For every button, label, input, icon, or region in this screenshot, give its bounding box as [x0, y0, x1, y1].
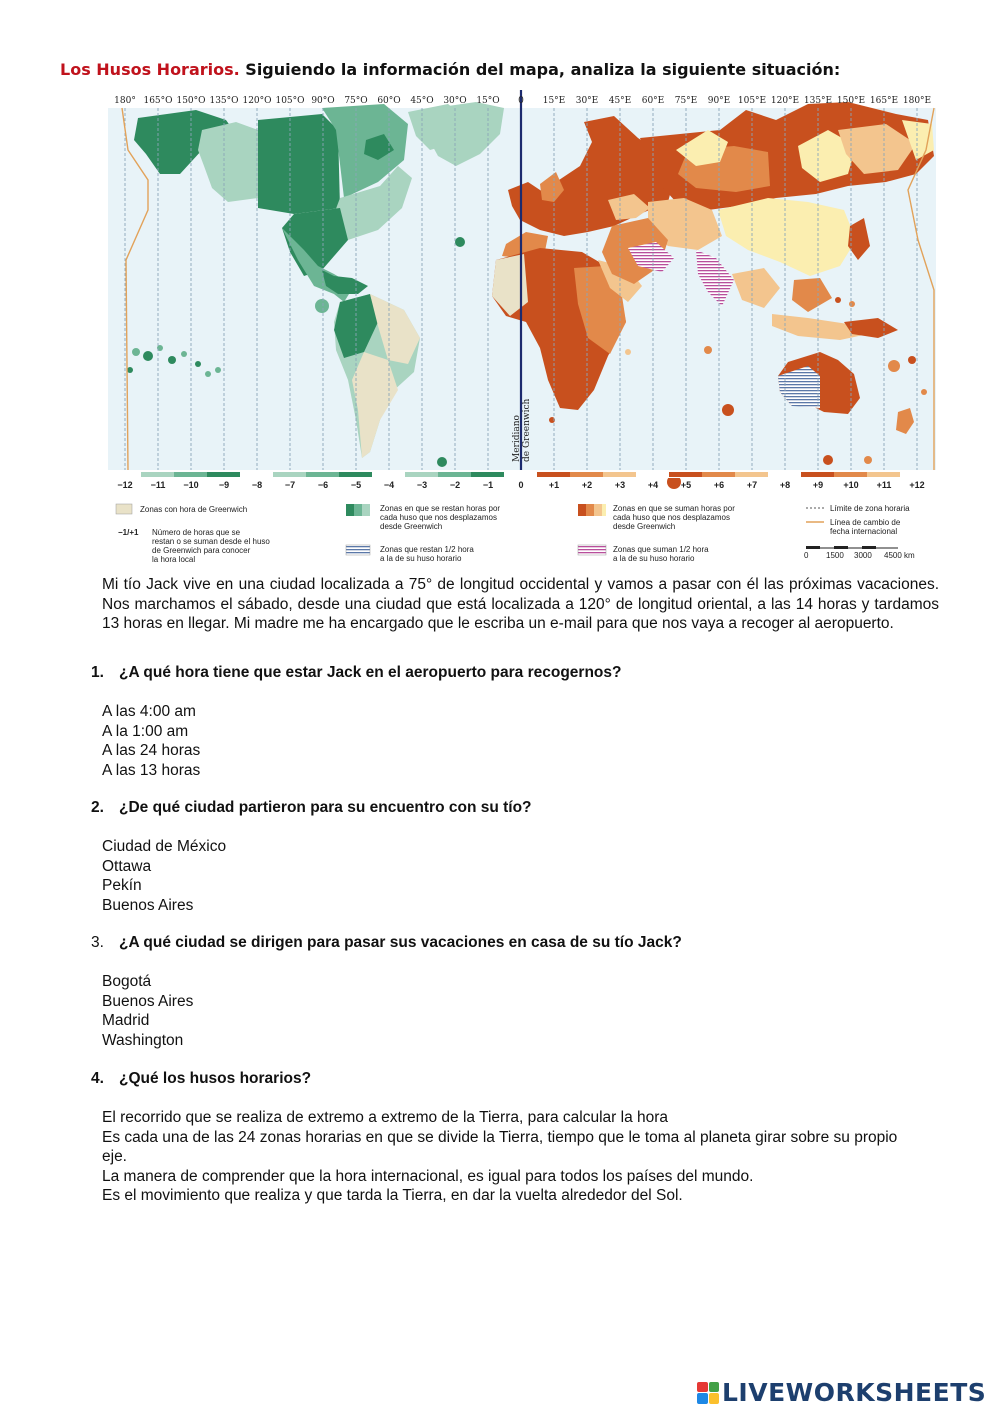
- zone-number: −5: [350, 480, 362, 490]
- answer-option[interactable]: A las 13 horas: [102, 761, 201, 779]
- legend-swatch-subtract: [346, 504, 354, 516]
- question-2: [91, 799, 532, 817]
- zone-number: −10: [183, 480, 199, 490]
- meridian-label: Meridiano: [512, 415, 522, 462]
- longitude-labels: [114, 96, 931, 106]
- zone-number: −7: [284, 480, 296, 490]
- answer-option[interactable]: Buenos Aires: [102, 896, 194, 914]
- answer-option[interactable]: El recorrido que se realiza de extremo a extremo de la Tierra, para calcular la hora: [102, 1109, 669, 1126]
- lon-label: 90°E: [707, 96, 731, 106]
- answer-option[interactable]: Madrid: [102, 1012, 150, 1029]
- watermark-text: LIVEWORKSHEETS: [722, 1378, 987, 1407]
- scale-label: 0: [804, 551, 809, 560]
- legend-swatch-greenwich: [116, 504, 132, 514]
- lon-label: 165°O: [143, 96, 173, 106]
- lon-label: 45°O: [410, 96, 434, 106]
- question-text: ¿A qué hora tiene que estar Jack en el aeropuerto para recogernos?: [119, 664, 622, 681]
- answer-option[interactable]: Buenos Aires: [102, 992, 194, 1010]
- legend-swatch-add-half: [578, 545, 606, 555]
- liveworksheets-watermark: [697, 1378, 986, 1407]
- zone-number: −8: [251, 480, 263, 490]
- legend-number-key: −1/+1: [118, 528, 139, 537]
- zone-number: −4: [383, 480, 395, 490]
- zone-number: −11: [150, 480, 166, 490]
- question-number: 3.: [91, 934, 104, 951]
- scale-label: 3000: [854, 551, 872, 560]
- scale-label: 4500 km: [884, 551, 915, 560]
- answer-option[interactable]: La manera de comprender que la hora internacional, es igual para todos los países del mundo.: [102, 1167, 754, 1185]
- lon-label: 120°E: [770, 96, 800, 106]
- scale-label: 1500: [826, 551, 844, 560]
- zone-number: +3: [614, 480, 626, 490]
- lon-label: 75°O: [344, 96, 368, 106]
- lon-label: 135°E: [803, 96, 833, 106]
- meridian-label-2: de Greenwich: [522, 398, 532, 462]
- situation-paragraph: Mi tío Jack vive en una ciudad localizada a 75° de longitud occidental y vamos a pasar con él las próximas vacaciones. Nos marchamos el sábado, desde una ciudad que está localizada a 120° de longitud oriental, a las 14 horas y tardamos 13 horas en llegar. Mi madre me ha encargado que le escriba un e-mail para que nos vaya a recoger al aeropuerto.: [102, 576, 939, 632]
- lon-label: 75°E: [674, 96, 698, 106]
- zone-number: −9: [218, 480, 230, 490]
- zone-numbers: [117, 480, 924, 490]
- worksheet-title: [60, 60, 840, 79]
- zone-number: +9: [812, 480, 824, 490]
- liveworksheets-logo-icon: [697, 1382, 719, 1404]
- legend-add: Zonas en que se suman horas por: [613, 504, 735, 513]
- legend-subtract-half: a la de su huso horario: [380, 554, 462, 563]
- zone-number: +5: [680, 480, 692, 490]
- answer-option[interactable]: Es cada una de las 24 zonas horarias en que se divide la Tierra, tiempo que le toma al planeta girar sobre su propio eje.: [102, 1128, 898, 1165]
- zone-number: +8: [779, 480, 791, 490]
- legend-number-text: de Greenwich para conocer: [152, 546, 251, 555]
- lon-label: 180°E: [902, 96, 932, 106]
- legend-subtract: cada huso que nos desplazamos: [380, 513, 497, 522]
- answer-option[interactable]: A las 4:00 am: [102, 703, 196, 720]
- lon-label: 15°O: [476, 96, 500, 106]
- answer-option[interactable]: A las 24 horas: [102, 742, 201, 759]
- question-number: 4.: [91, 1070, 104, 1087]
- title-topic: Los Husos Horarios.: [60, 60, 240, 79]
- lon-label: 30°E: [575, 96, 599, 106]
- legend-limit: Límite de zona horaria: [830, 504, 910, 513]
- legend-add-half: a la de su huso horario: [613, 554, 695, 563]
- legend-subtract: desde Greenwich: [380, 522, 443, 531]
- lon-label: 150°E: [836, 96, 866, 106]
- lon-label: 60°E: [641, 96, 665, 106]
- question-4: [91, 1070, 311, 1088]
- zone-number: +7: [746, 480, 758, 490]
- title-instruction: Siguiendo la información del mapa, analiza la siguiente situación:: [245, 60, 841, 79]
- question-1-options: [102, 702, 932, 780]
- lon-label: 105°E: [737, 96, 767, 106]
- answer-option[interactable]: Pekín: [102, 877, 142, 894]
- zone-number: −2: [449, 480, 461, 490]
- answer-option[interactable]: Ciudad de México: [102, 838, 227, 855]
- zone-number: +1: [548, 480, 560, 490]
- legend-add-half: Zonas que suman 1/2 hora: [613, 545, 709, 554]
- question-text: ¿De qué ciudad partieron para su encuentro con su tío?: [119, 799, 532, 816]
- question-3-options: [102, 972, 932, 1050]
- legend-swatch-add: [578, 504, 586, 516]
- legend-dateline: fecha internacional: [830, 527, 898, 536]
- question-4-options: [102, 1108, 917, 1206]
- zone-number: +2: [581, 480, 593, 490]
- zone-number: +10: [843, 480, 859, 490]
- zone-number: +6: [713, 480, 725, 490]
- legend-number-text: restan o se suman desde el huso: [152, 537, 270, 546]
- lon-label: 120°O: [242, 96, 272, 106]
- legend-subtract-half: Zonas que restan 1/2 hora: [380, 545, 474, 554]
- answer-option[interactable]: Es el movimiento que realiza y que tarda la Tierra, en dar la vuelta alrededor del Sol.: [102, 1187, 683, 1204]
- zone-number: 0: [518, 480, 524, 490]
- legend-subtract: Zonas en que se restan horas por: [380, 504, 501, 513]
- answer-option[interactable]: Bogotá: [102, 973, 152, 990]
- legend-add: desde Greenwich: [613, 522, 676, 531]
- zone-number: +12: [909, 480, 925, 490]
- legend-number-text: Número de horas que se: [152, 528, 241, 537]
- lon-label: 0: [518, 96, 524, 106]
- lon-label: 135°O: [209, 96, 239, 106]
- legend-swatch-subtract-half: [346, 545, 370, 555]
- answer-option[interactable]: Washington: [102, 1031, 184, 1049]
- lon-label: 30°O: [443, 96, 467, 106]
- zone-number: +4: [647, 480, 659, 490]
- zone-number: −3: [416, 480, 428, 490]
- zone-number: −1: [482, 480, 494, 490]
- zone-number: −12: [117, 480, 133, 490]
- legend-add: cada huso que nos desplazamos: [613, 513, 730, 522]
- question-1: [91, 664, 621, 682]
- question-text: ¿Qué los husos horarios?: [119, 1070, 312, 1087]
- question-3: [91, 934, 682, 952]
- zone-color-bar: [108, 470, 936, 478]
- lon-label: 150°O: [176, 96, 206, 106]
- lon-label: 90°O: [311, 96, 335, 106]
- lon-label: 165°E: [869, 96, 899, 106]
- answer-option[interactable]: Ottawa: [102, 857, 152, 875]
- legend-dateline: Línea de cambio de: [830, 518, 901, 527]
- lon-label: 105°O: [275, 96, 305, 106]
- lon-label: 45°E: [608, 96, 632, 106]
- zone-number: +11: [876, 480, 892, 490]
- map-legend: [108, 496, 936, 570]
- lon-label: 15°E: [542, 96, 566, 106]
- question-text: ¿A qué ciudad se dirigen para pasar sus vacaciones en casa de su tío Jack?: [119, 934, 682, 951]
- lon-label: 60°O: [377, 96, 401, 106]
- zone-number: −6: [317, 480, 329, 490]
- lon-label: 180°: [114, 96, 136, 106]
- legend-number-text: la hora local: [152, 555, 196, 564]
- legend-greenwich: Zonas con hora de Greenwich: [140, 505, 248, 514]
- question-number: 2.: [91, 799, 104, 816]
- time-zone-map: [108, 90, 936, 570]
- question-2-options: [102, 837, 932, 915]
- answer-option[interactable]: A la 1:00 am: [102, 722, 189, 740]
- question-number: 1.: [91, 664, 104, 681]
